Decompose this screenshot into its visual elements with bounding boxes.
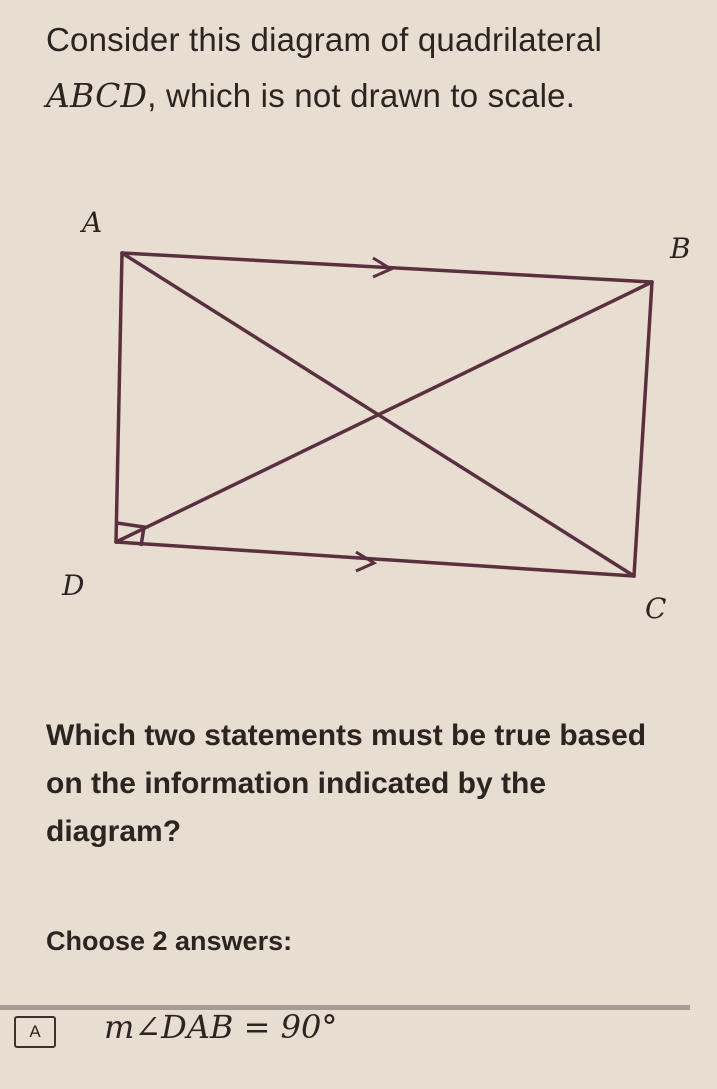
diagonal-bd: [116, 282, 652, 542]
prompt-line-2: [46, 68, 706, 124]
question-text: Which two statements must be true based on the information indicated by the diagram?: [46, 719, 647, 848]
prompt-line-1: Consider this diagram of quadrilateral: [46, 21, 603, 58]
vertex-label-c: C: [645, 592, 667, 625]
parallel-arrow-dc: [356, 552, 374, 571]
side-da: [116, 253, 122, 542]
vertex-label-d: D: [62, 569, 85, 602]
option-text: m∠DAB = 90°: [104, 1008, 338, 1046]
option-letter-badge: A: [14, 1016, 56, 1048]
side-bc: [634, 282, 652, 576]
quadrilateral-name: ABCD: [46, 76, 148, 115]
vertex-label-a: A: [82, 206, 103, 239]
side-cd: [116, 542, 634, 576]
vertex-label-b: B: [670, 232, 691, 265]
prompt-line-2-rest: , which is not drawn to scale.: [147, 77, 576, 114]
quadrilateral-diagram: [0, 190, 717, 640]
answer-option-a[interactable]: [14, 1008, 714, 1076]
choose-instruction: Choose 2 answers:: [46, 926, 293, 956]
problem-prompt: [46, 12, 706, 124]
